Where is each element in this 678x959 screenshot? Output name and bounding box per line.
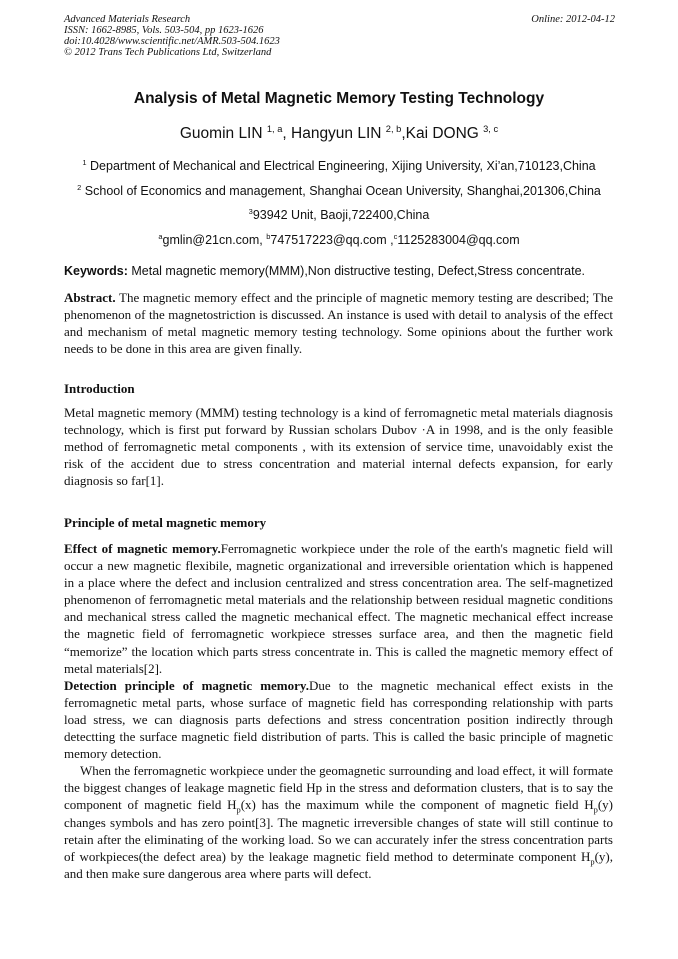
detection-label: Detection principle of magnetic memory.: [64, 677, 309, 693]
effect-paragraph: [64, 540, 613, 677]
principle-heading: Principle of metal magnetic memory: [64, 515, 267, 530]
when-paragraph: [64, 762, 613, 882]
abstract-label: Abstract.: [64, 290, 116, 305]
email: gmlin@21cn.com,: [162, 233, 267, 248]
keywords-text: Metal magnetic memory(MMM),Non distructive testing, Defect,Stress concentrate.: [127, 264, 585, 278]
journal-info: [64, 14, 280, 58]
author-sup: 1, a: [266, 124, 283, 134]
aff-text: 93942 Unit, Baoji,722400,China: [252, 208, 430, 223]
aff-text: Department of Mechanical and Electrical Engineering, Xijing University, Xi’an,710123,China: [86, 159, 596, 174]
journal-name: Advanced Materials Research: [64, 14, 191, 25]
aff-sup: 2: [77, 183, 82, 192]
text: When the ferromagnetic workpiece under the geomagnetic surrounding and load effect, it will formate the biggest changes of leakage magnetic field Hp in the stress and deformation clusters, that is to say the component of magnetic field H: [64, 763, 613, 813]
paper-title: Analysis of Metal Magnetic Memory Testing Technology: [133, 90, 545, 107]
text: (y), and then make sure dangerous area where parts will defect.: [64, 848, 613, 881]
email-sup: c: [393, 232, 398, 241]
effect-text: Ferromagnetic workpiece under the role of the earth's magnetic field will occur a new magnetic flexibile, magnetic organizational and irreversible orientation which is happened in a place where the defect and inclusion centralized and stress concentration area. The self-magnetized phenomenon of ferromagnetic metal materials and the relationship between residual magnetic conditions and mechanical stress called the magnetic mechanical effect. The magnetic mechanical effect increase the magnetic field of ferromagnetic workpiece stresses surface area, and then the magnetic field “memorize” the location which parts stress concentrate in. This is called the magnetic memory effect of metal materials[2].: [64, 541, 613, 676]
email: 747517223@qq.com ,: [270, 233, 394, 248]
affiliation-3: [0, 207, 678, 222]
aff-sup: 3: [248, 207, 253, 216]
online-date: Online: 2012-04-12: [531, 14, 615, 25]
introduction-heading: Introduction: [64, 381, 135, 396]
subscript: p: [236, 805, 241, 815]
aff-text: School of Economics and management, Shanghai Ocean University, Shanghai,201306,China: [81, 184, 601, 199]
principle-section: [64, 540, 613, 882]
email-sup: b: [266, 232, 271, 241]
abstract-text: The magnetic memory effect and the principle of magnetic memory testing are described; The phenomenon of the magnetostriction is discussed. An instance is used with detail to analysis of the effect and mechanism of metal magnetic memory testing technology. Some opinions about the further work needs to be done in this area are given finally.: [64, 290, 613, 357]
detection-text: Due to the magnetic mechanical effect exists in the ferromagnetic metal parts, whose surface of magnetic field has corresponding relationship with parts load stress, we can diagnosis parts defections and stress concentration position indirectly through detectting the surface magnetic field distribution of parts. This is called the basic principle of magnetic memory detection.: [64, 677, 614, 762]
authors: [0, 124, 678, 143]
aff-sup: 1: [82, 158, 87, 167]
affiliation-2: [0, 183, 678, 198]
author-sup: 3, c: [483, 124, 499, 134]
issn: ISSN: 1662-8985, Vols. 503-504, pp 1623-1626: [64, 25, 264, 36]
abstract: [64, 289, 613, 357]
emails: [0, 232, 678, 247]
doi: doi:10.4028/www.scientific.net/AMR.503-504.1623: [64, 36, 280, 47]
author-sup: 2, b: [385, 124, 402, 134]
detection-paragraph: [64, 677, 613, 762]
text: (x) has the maximum while the component of magnetic field H: [240, 797, 594, 813]
affiliation-1: [0, 158, 678, 173]
intro-paragraph: Metal magnetic memory (MMM) testing technology is a kind of ferromagnetic metal materials diagnosis technology, which is first put forward by Russian scholars Dubov ·A in 1998, and is the only feasible method of ferromagnetic metal components , with its extension of service time, unavoidably exist the risk of the accident due to stress concentration and material internal defects expansion, for early diagnosis so far[1].: [64, 405, 613, 489]
email: 1125283004@qq.com: [397, 233, 520, 248]
text: (y) changes symbols and has zero point[3]. The magnetic irreversible changes of state will still continue to retain after the eliminating of the working load. So we can accurately infer the stress concentration parts of workpieces(the defect area) by the leakage magnetic field method to determinate component H: [64, 797, 613, 864]
keywords-label: Keywords:: [64, 264, 128, 278]
author-name: , Hangyun LIN: [282, 125, 386, 143]
introduction-text: [64, 404, 613, 489]
keywords: [64, 264, 585, 278]
author-name: ,Kai DONG: [401, 125, 484, 143]
copyright: © 2012 Trans Tech Publications Ltd, Switzerland: [64, 47, 272, 58]
author-name: Guomin LIN: [179, 125, 267, 143]
subscript: p: [590, 856, 595, 867]
email-sup: a: [158, 232, 163, 241]
subscript: p: [593, 805, 598, 815]
effect-label: Effect of magnetic memory.: [64, 541, 221, 556]
